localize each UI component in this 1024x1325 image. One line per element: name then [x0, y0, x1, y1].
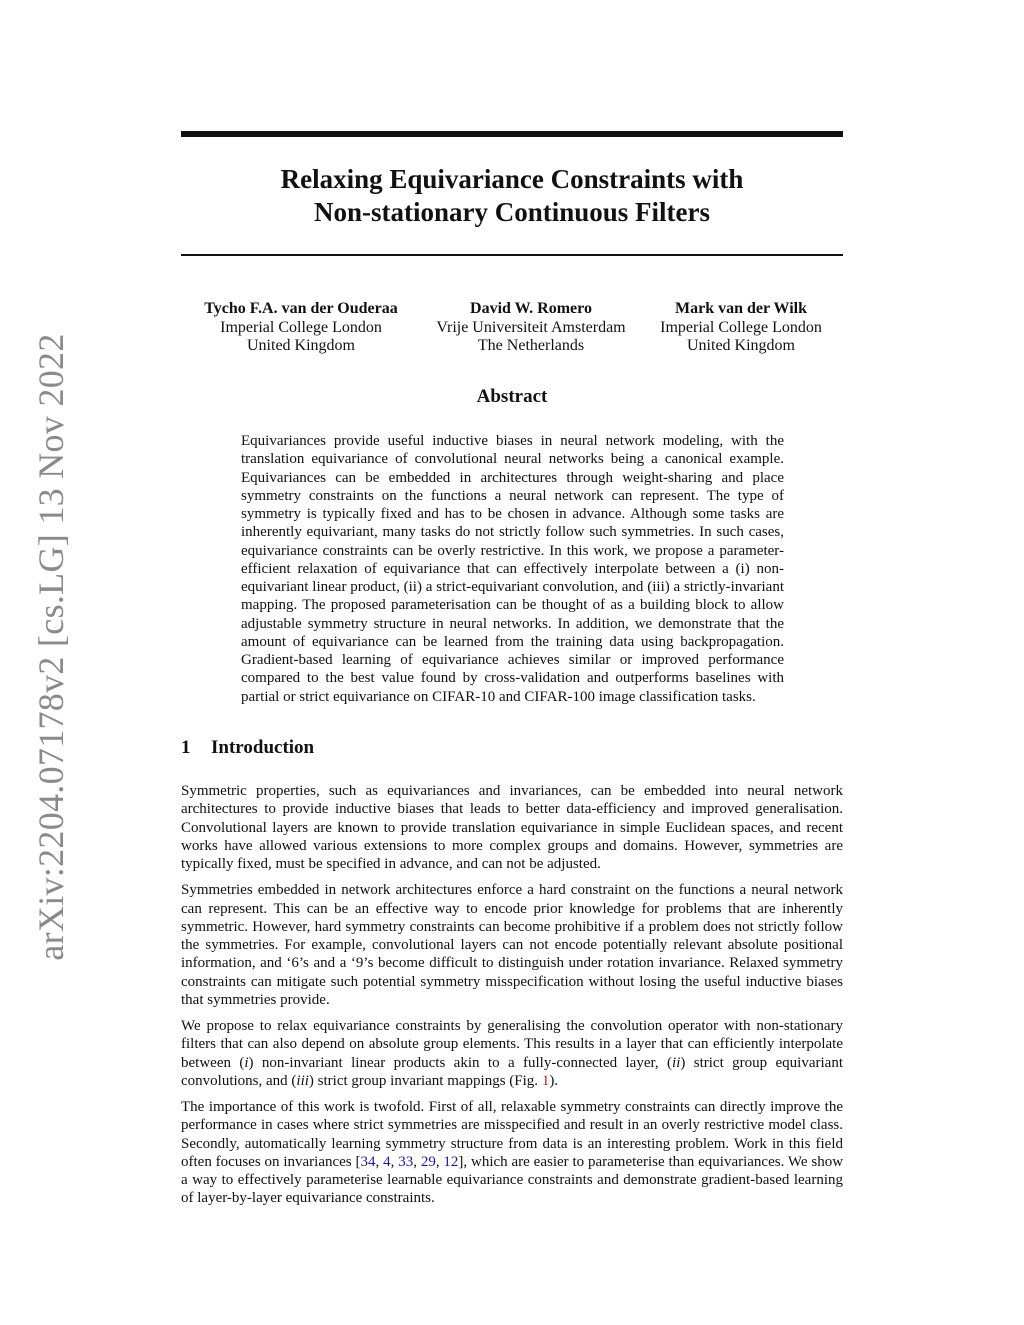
author-country: United Kingdom — [687, 337, 795, 354]
section-heading — [181, 737, 314, 759]
title-bottom-rule — [181, 254, 843, 256]
list-marker-iii: iii — [296, 1072, 309, 1089]
abstract-text: Equivariances provide useful inductive biases in neural network modeling, with the translation equivariance of convolutional neural networks being a canonical example. Equivariances can be embedded in architectures through weight-sharing and place symmetry constraints on the functions a neural network can represent. The type of symmetry is typically fixed and has to be chosen in advance. Although some tasks are inherently equivariant, many tasks do not strictly follow such symmetries. In such cases, equivariance constraints can be overly restrictive. In this work, we propose a parameter-efficient relaxation of equivariance that can effectively interpolate between a (i) non-equivariant linear product, (ii) a strict-equivariant convolution, and (iii) a strictly-invariant mapping. The proposed parameterisation can be thought of as a building block to allow adjustable symmetry structure in neural networks. In addition, we demonstrate that the amount of equivariance can be learned from the training data using backpropagation. Gradient-based learning of equivariance achieves similar or improved performance compared to the best value found by cross-validation and outperforms baselines with partial or strict equivariance on CIFAR-10 and CIFAR-100 image classification tasks. — [241, 433, 784, 705]
author-1 — [181, 300, 421, 356]
citation-link[interactable]: 34 — [360, 1153, 376, 1170]
author-2 — [411, 300, 651, 356]
paper-title — [181, 163, 843, 229]
citation-link[interactable]: 4 — [383, 1153, 391, 1170]
title-line-2: Non-stationary Continuous Filters — [313, 197, 711, 227]
author-country: The Netherlands — [477, 337, 585, 354]
title-line-1: Relaxing Equivariance Constraints with — [280, 164, 744, 194]
section-title: Introduction — [211, 737, 315, 758]
abstract-heading: Abstract — [476, 386, 548, 407]
citation-link[interactable]: 12 — [443, 1153, 459, 1170]
list-marker-ii: ii — [672, 1054, 681, 1071]
author-country: United Kingdom — [247, 337, 355, 354]
citation-link[interactable]: 29 — [420, 1153, 436, 1170]
arxiv-identifier: arXiv:2204.07178v2 [cs.LG] 13 Nov 2022 — [31, 333, 71, 961]
author-affiliation: Imperial College London — [660, 318, 822, 336]
introduction-body — [181, 782, 843, 1216]
paragraph-2: Symmetries embedded in network architectures enforce a hard constraint on the functions a neural network can represent. This can be an effective way to encode prior knowledge for problems that are inherently symmetric. However, hard symmetry constraints can become prohibitive if a problem does not strictly follow the symmetries. For example, convolutional layers can not encode potentially relevant absolute positional information, and ‘6’s and a ‘9’s become difficult to distinguish under rotation invariance. Relaxed symmetry constraints can mitigate such potential symmetry misspecification without losing the useful inductive biases that symmetries provide. — [181, 882, 843, 1008]
author-name: David W. Romero — [470, 300, 592, 317]
paragraph-1: Symmetric properties, such as equivariances and invariances, can be embedded into neural network architectures to provide inductive biases that leads to better data-efficiency and improved generalisation. Convolutional layers are known to provide translation equivariance in simple Euclidean spaces, and recent works have allowed various extensions to more complex groups and domains. However, symmetries are typically fixed, must be specified in advance, and can not be adjusted. — [181, 783, 843, 872]
author-name: Mark van der Wilk — [674, 300, 808, 317]
figure-reference-link[interactable]: 1 — [541, 1072, 550, 1089]
author-3 — [621, 300, 861, 356]
author-name: Tycho F.A. van der Ouderaa — [204, 300, 398, 317]
list-marker-i: i — [244, 1054, 249, 1071]
paragraph-4: The importance of this work is twofold. First of all, relaxable symmetry constraints can directly improve the performance in cases where strict symmetries are misspecified and result in an overly restrictive model class. Secondly, automatically learning symmetry structure from data is an interesting problem. Work in this field often focuses on invariances [34, 4, 33, 29, 12], which are easier to parameterise than equivariances. We show a way to effectively parameterise learnable equivariance constraints and demonstrate gradient-based learning of layer-by-layer equivariance constraints. — [181, 1099, 844, 1207]
citation-link[interactable]: 33 — [398, 1153, 414, 1170]
author-affiliation: Imperial College London — [220, 318, 382, 336]
title-top-rule — [181, 131, 843, 137]
paragraph-3: We propose to relax equivariance constraints by generalising the convolution operator with non-stationary filters that can also depend on absolute group elements. This results in a layer that can efficiently interpolate between (i) non-invariant linear products akin to a fully-connected layer, (ii) strict group equivariant convolutions, and (iii) strict group invariant mappings (Fig. 1). — [181, 1018, 843, 1089]
section-number: 1 — [181, 737, 191, 758]
author-affiliation: Vrije Universiteit Amsterdam — [436, 318, 626, 336]
